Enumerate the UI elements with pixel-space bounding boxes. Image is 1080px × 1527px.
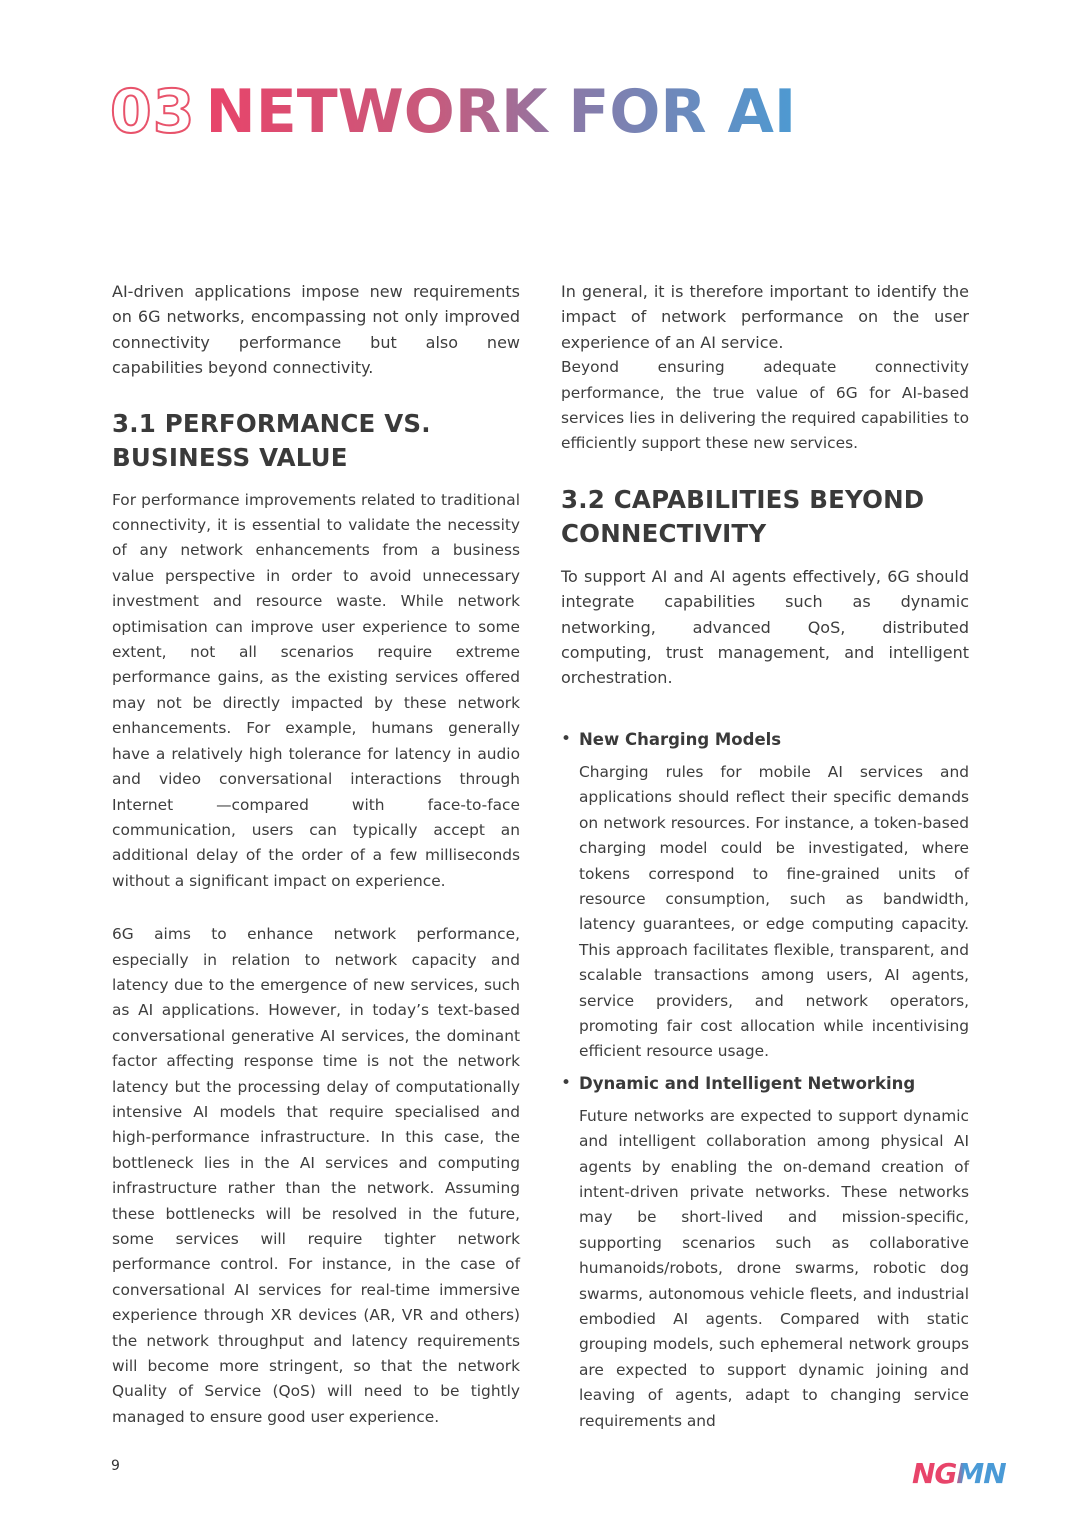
bullet-title: Dynamic and Intelligent Networking — [579, 1073, 916, 1093]
value-paragraph: Beyond ensuring adequate connectivity performance, the true value of 6G for AI-based services lies in delivering the required capabilities to efficiently support these new services. — [561, 358, 969, 453]
section-3-1-paragraph-1: For performance improvements related to traditional connectivity, it is essential to validate the necessity of any network enhancements from a business value perspective in order to avoid unnecessary investment and resource waste. While network optimisation can improve user experience to some extent, not all scenarios require extreme performance gains, as the existing services offered may not be directly impacted by these network enhancements. For example, humans generally have a relatively high tolerance for latency in audio and video conversational interactions through Internet —compared with face-to-face communication, users can typically accept an additional delay of the order of a few milliseconds without a significant impact on experience. — [112, 490, 520, 890]
section-3-1-paragraph-2: 6G aims to enhance network performance, especially in relation to network capacity and latency due to the emergence of new services, such as AI applications. However, in today’s text-based conversational generative AI services, the dominant factor affecting response time is not the network latency but the processing delay of computationally intensive AI models that require specialised and high-performance infrastructure. In this case, the bottleneck lies in the AI services and computing infrastructure rather than the network. Assuming these bottlenecks will be resolved in the future, some services will require tighter network performance control. For instance, in the case of conversational AI services for real-time immersive experience through XR devices (AR, VR and others) the network throughput and latency requirements will become more stringent, so that the network Quality of Service (QoS) will need to be tightly managed to ensure good user experience. — [112, 925, 520, 1426]
right-column — [561, 279, 969, 1434]
chapter-heading — [110, 77, 797, 147]
bullet-icon: • — [561, 728, 572, 749]
bullet-text: Charging rules for mobile AI services and applications should reflect their specific demands on network resources. For instance, a token-based charging model could be investigated, where tokens correspond to fine-grained units of resource consumption, such as bandwidth, latency guarantees, or edge computing capacity. This approach facilitates flexible, transparent, and scalable transactions among users, AI agents, service providers, and network operators, promoting fair cost allocation while incentivising efficient resource usage. — [579, 762, 969, 1061]
ngmn-logo: NGMN — [912, 1457, 1006, 1490]
section-3-2-heading: 3.2 CAPABILITIES BEYOND CONNECTIVITY — [561, 484, 925, 549]
general-paragraph: In general, it is therefore important to identify the impact of network performance on the user experience of an AI service. — [561, 282, 969, 352]
bullet-text: Future networks are expected to support dynamic and intelligent collaboration among physical AI agents by enabling the on-demand creation of intent-driven private networks. These networks may be short-lived and mission-specific, supporting scenarios such as collaborative humanoids/robots, drone swarms, robotic dog swarms, autonomous vehicle fleets, and industrial embodied AI agents. Compared with static grouping models, such ephemeral network groups are expected to support dynamic joining and leaving of agents, adapt to changing service requirements and — [579, 1106, 969, 1430]
intro-paragraph: AI-driven applications impose new requirements on 6G networks, encompassing not only improved connectivity performance but also new capabilities beyond connectivity. — [112, 282, 520, 378]
list-item — [561, 727, 969, 1065]
bullet-icon: • — [561, 1072, 572, 1093]
list-item — [561, 1071, 969, 1434]
chapter-title: NETWORK FOR AI — [205, 77, 797, 147]
page-number: 9 — [111, 1458, 120, 1474]
bullet-title: New Charging Models — [579, 729, 782, 749]
section-3-2-intro: To support AI and AI agents effectively, 6G should integrate capabilities such as dynamic networking, advanced QoS, distributed computing, trust management, and intelligent orchestration. — [561, 566, 969, 688]
capabilities-list — [561, 727, 969, 1434]
chapter-number: 03 — [110, 77, 196, 147]
left-column — [112, 279, 520, 1430]
section-3-1-heading: 3.1 PERFORMANCE VS. BUSINESS VALUE — [112, 408, 431, 473]
